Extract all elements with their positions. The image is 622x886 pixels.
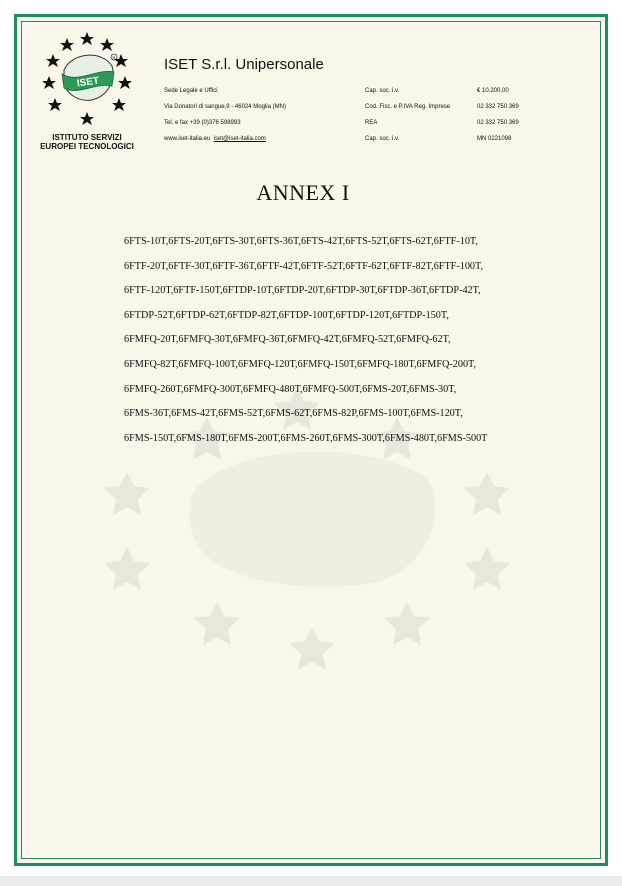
info-mid-row-4: Cap. soc. i.v. [365, 136, 400, 142]
info-right-row-1: € 10.200,00 [477, 88, 509, 94]
model-line: 6FMS-36T,6FMS-42T,6FMS-52T,6FMS-62T,6FMS-82P,6FMS-100T,6FMS-120T, [124, 408, 463, 420]
logo-wordmark: ISET [76, 75, 100, 90]
website-link[interactable]: www.iset-italia.eu [164, 136, 211, 142]
svg-text:R: R [112, 55, 116, 60]
email-link[interactable]: iset@iset-italia.com [213, 136, 266, 142]
model-list [124, 230, 544, 451]
model-line: 6FMS-150T,6FMS-180T,6FMS-200T,6FMS-260T,6FMS-300T,6FMS-480T,6FMS-500T [124, 432, 488, 444]
info-mid-row-1: Cap. soc. i.v. [365, 88, 400, 94]
model-line: 6FMFQ-260T,6FMFQ-300T,6FMFQ-480T,6FMFQ-500T,6FMS-20T,6FMS-30T, [124, 383, 457, 395]
annex-title: ANNEX I [256, 180, 350, 205]
info-mid-row-2: Cod. Fisc. e P.IVA Reg. Imprese [365, 104, 451, 110]
model-line: 6FMFQ-82T,6FMFQ-100T,6FMFQ-120T,6FMFQ-150T,6FMFQ-180T,6FMFQ-200T, [124, 358, 477, 370]
logo-caption [28, 133, 146, 151]
logo-caption-line-1: ISTITUTO SERVIZI [52, 133, 122, 142]
model-line: 6FTS-10T,6FTS-20T,6FTS-30T,6FTS-36T,6FTS-42T,6FTS-52T,6FTS-62T,6FTF-10T, [124, 236, 478, 247]
company-logo [28, 30, 146, 151]
info-left-row-4 [164, 136, 266, 142]
model-line: 6FTDP-52T,6FTDP-62T,6FTDP-82T,6FTDP-100T,6FTDP-120T,6FTDP-150T, [124, 309, 449, 321]
info-left-row-1: Sede Legale e Uffici [164, 88, 218, 94]
info-left-row-2: Via Donatori di sangue,9 - 46024 Moglia (MN) [164, 104, 286, 110]
info-right-row-4: MN 0221098 [477, 136, 512, 142]
company-name: ISET S.r.l. Unipersonale [164, 56, 324, 73]
info-left-row-3: Tel. e fax +39 (0)376 598993 [164, 120, 241, 126]
info-right-row-2: 02 332 750 369 [477, 104, 519, 110]
model-line: 6FMFQ-20T,6FMFQ-30T,6FMFQ-36T,6FMFQ-42T,6FMFQ-52T,6FMFQ-62T, [124, 334, 451, 346]
iset-logo-icon [42, 30, 132, 126]
info-right-row-3: 02 332 750 369 [477, 120, 519, 126]
model-line: 6FTF-120T,6FTF-150T,6FTDP-10T,6FTDP-20T,6FTDP-30T,6FTDP-36T,6FTDP-42T, [124, 285, 481, 297]
model-line: 6FTF-20T,6FTF-30T,6FTF-36T,6FTF-42T,6FTF-52T,6FTF-62T,6FTF-82T,6FTF-100T, [124, 260, 484, 272]
logo-caption-line-2: EUROPEI TECNOLOGICI [40, 142, 134, 151]
viewer-bottom-strip [0, 876, 622, 886]
info-mid-row-3: REA [365, 120, 378, 126]
